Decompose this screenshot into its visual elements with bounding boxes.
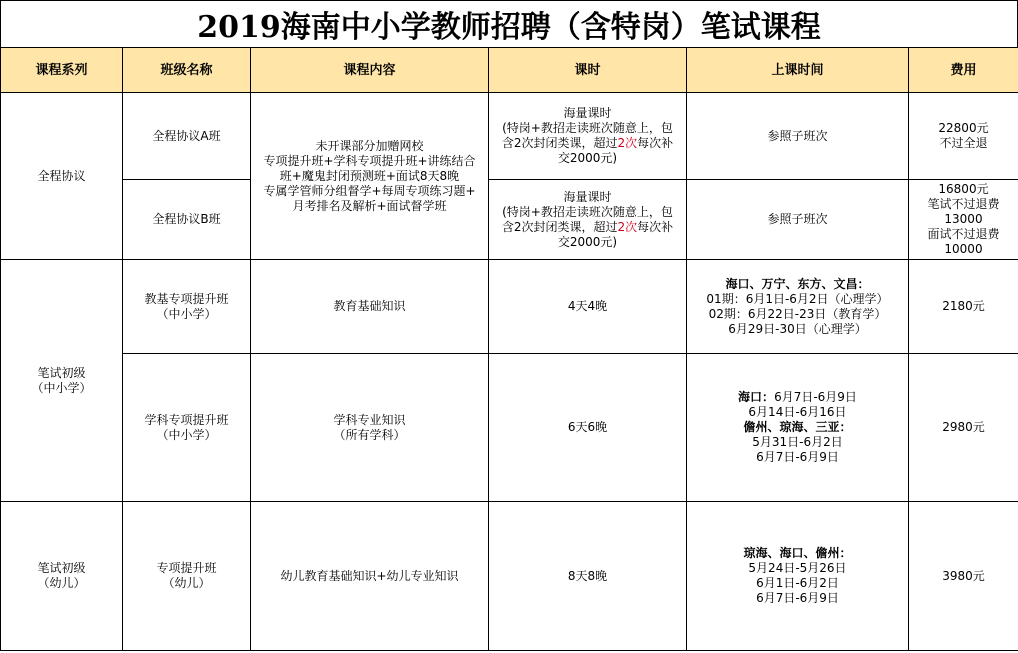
fee-cell: 2180元 [909,260,1018,354]
series-cell: 笔试初级 （幼儿） [1,502,123,651]
hours-cell: 4天4晚 [489,260,687,354]
table-row [1,354,1018,502]
hours-cell: 6天6晚 [489,354,687,502]
header-hours: 课时 [489,48,687,93]
content-cell: 学科专业知识 （所有学科） [251,354,489,502]
fee-cell: 22800元 不过全退 [909,93,1018,180]
time-cell: 海口、万宁、东方、文昌： 01期：6月1日-6月2日（心理学） 02期：6月22日-23日（教育学） 6月29日-30日（心理学） [687,260,909,354]
time-cell: 参照子班次 [687,93,909,180]
fee-cell: 16800元 笔试不过退费 13000 面试不过退费 10000 [909,180,1018,260]
series-cell: 笔试初级 （中小学） [1,260,123,502]
hours-cell: 8天8晚 [489,502,687,651]
fee-cell: 2980元 [909,354,1018,502]
table-row [1,502,1018,651]
header-time: 上课时间 [687,48,909,93]
table-row [1,93,1018,180]
table-row [1,180,1018,260]
content-cell: 幼儿教育基础知识+幼儿专业知识 [251,502,489,651]
header-series: 课程系列 [1,48,123,93]
time-cell: 海口：6月7日-6月9日 6月14日-6月16日 儋州、琼海、三亚： 5月31日-6月2日 6月7日-6月9日 [687,354,909,502]
class-name-cell: 教基专项提升班 （中小学） [123,260,251,354]
series-cell: 全程协议 [1,93,123,260]
hours-cell: 海量课时 (特岗+教招走读班次随意上，包 含2次封闭类课，超过2次每次补 交2000元) [489,93,687,180]
page-title: 2019海南中小学教师招聘（含特岗）笔试课程 [0,0,1018,48]
fee-cell: 3980元 [909,502,1018,651]
class-name-cell: 全程协议A班 [123,93,251,180]
class-name-cell: 学科专项提升班 （中小学） [123,354,251,502]
time-cell: 琼海、海口、儋州： 5月24日-5月26日 6月1日-6月2日 6月7日-6月9日 [687,502,909,651]
content-cell: 教育基础知识 [251,260,489,354]
table-row [1,260,1018,354]
time-cell: 参照子班次 [687,180,909,260]
class-name-cell: 全程协议B班 [123,180,251,260]
header-class-name: 班级名称 [123,48,251,93]
course-table [0,47,1018,651]
header-fee: 费用 [909,48,1018,93]
hours-cell: 海量课时 (特岗+教招走读班次随意上，包 含2次封闭类课，超过2次每次补 交2000元) [489,180,687,260]
content-cell: 未开课部分加赠网校 专项提升班+学科专项提升班+讲练结合 班+魔鬼封闭预测班+面试8天8晚 专属学管师分组督学+每周专项练习题+ 月考排名及解析+面试督学班 [251,93,489,260]
header-content: 课程内容 [251,48,489,93]
header-row [1,48,1018,93]
class-name-cell: 专项提升班 （幼儿） [123,502,251,651]
